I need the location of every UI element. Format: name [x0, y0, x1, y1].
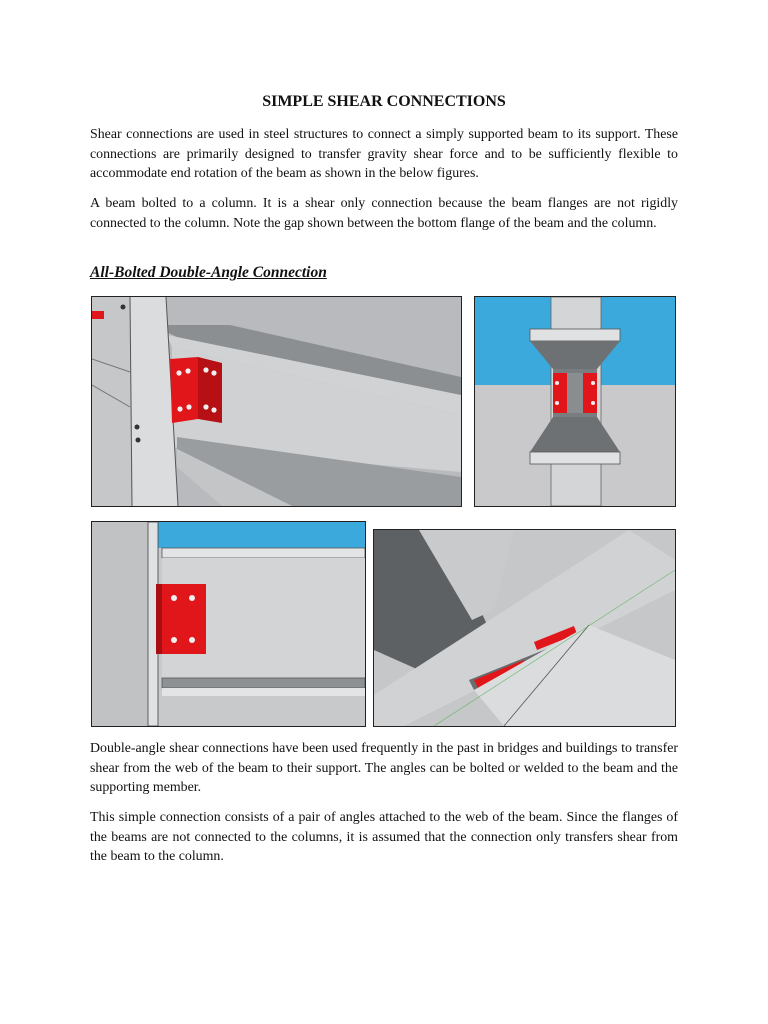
intro-paragraph: Shear connections are used in steel structures to connect a simply supported beam to its support. These connections are primarily designed to transfer gravity shear force and to be sufficiently flexible to accommodate end rotation of the beam as shown in the below figures.	[90, 127, 678, 181]
figure-side-view	[91, 521, 366, 727]
simple-connection-paragraph: This simple connection consists of a pair of angles attached to the web of the beam. Since the flanges of the beams are not connected to the columns, it is assumed that the connection only transfers shear from the beam to the column.	[90, 810, 678, 864]
figure-perspective-view	[91, 296, 462, 507]
figure-end-view	[474, 296, 676, 507]
figure-bottom-view	[373, 529, 676, 727]
double-angle-paragraph: Double-angle shear connections have been used frequently in the past in bridges and buildings to transfer shear from the web of the beam to their support. The angles can be bolted or welded to the beam and the supporting member.	[90, 741, 678, 795]
beam-paragraph: A beam bolted to a column. It is a shear only connection because the beam flanges are not rigidly connected to the column. Note the gap shown between the bottom flange of the beam and the column.	[90, 196, 678, 231]
page-title: SIMPLE SHEAR CONNECTIONS	[262, 93, 506, 110]
section-heading: All-Bolted Double-Angle Connection	[90, 264, 327, 281]
